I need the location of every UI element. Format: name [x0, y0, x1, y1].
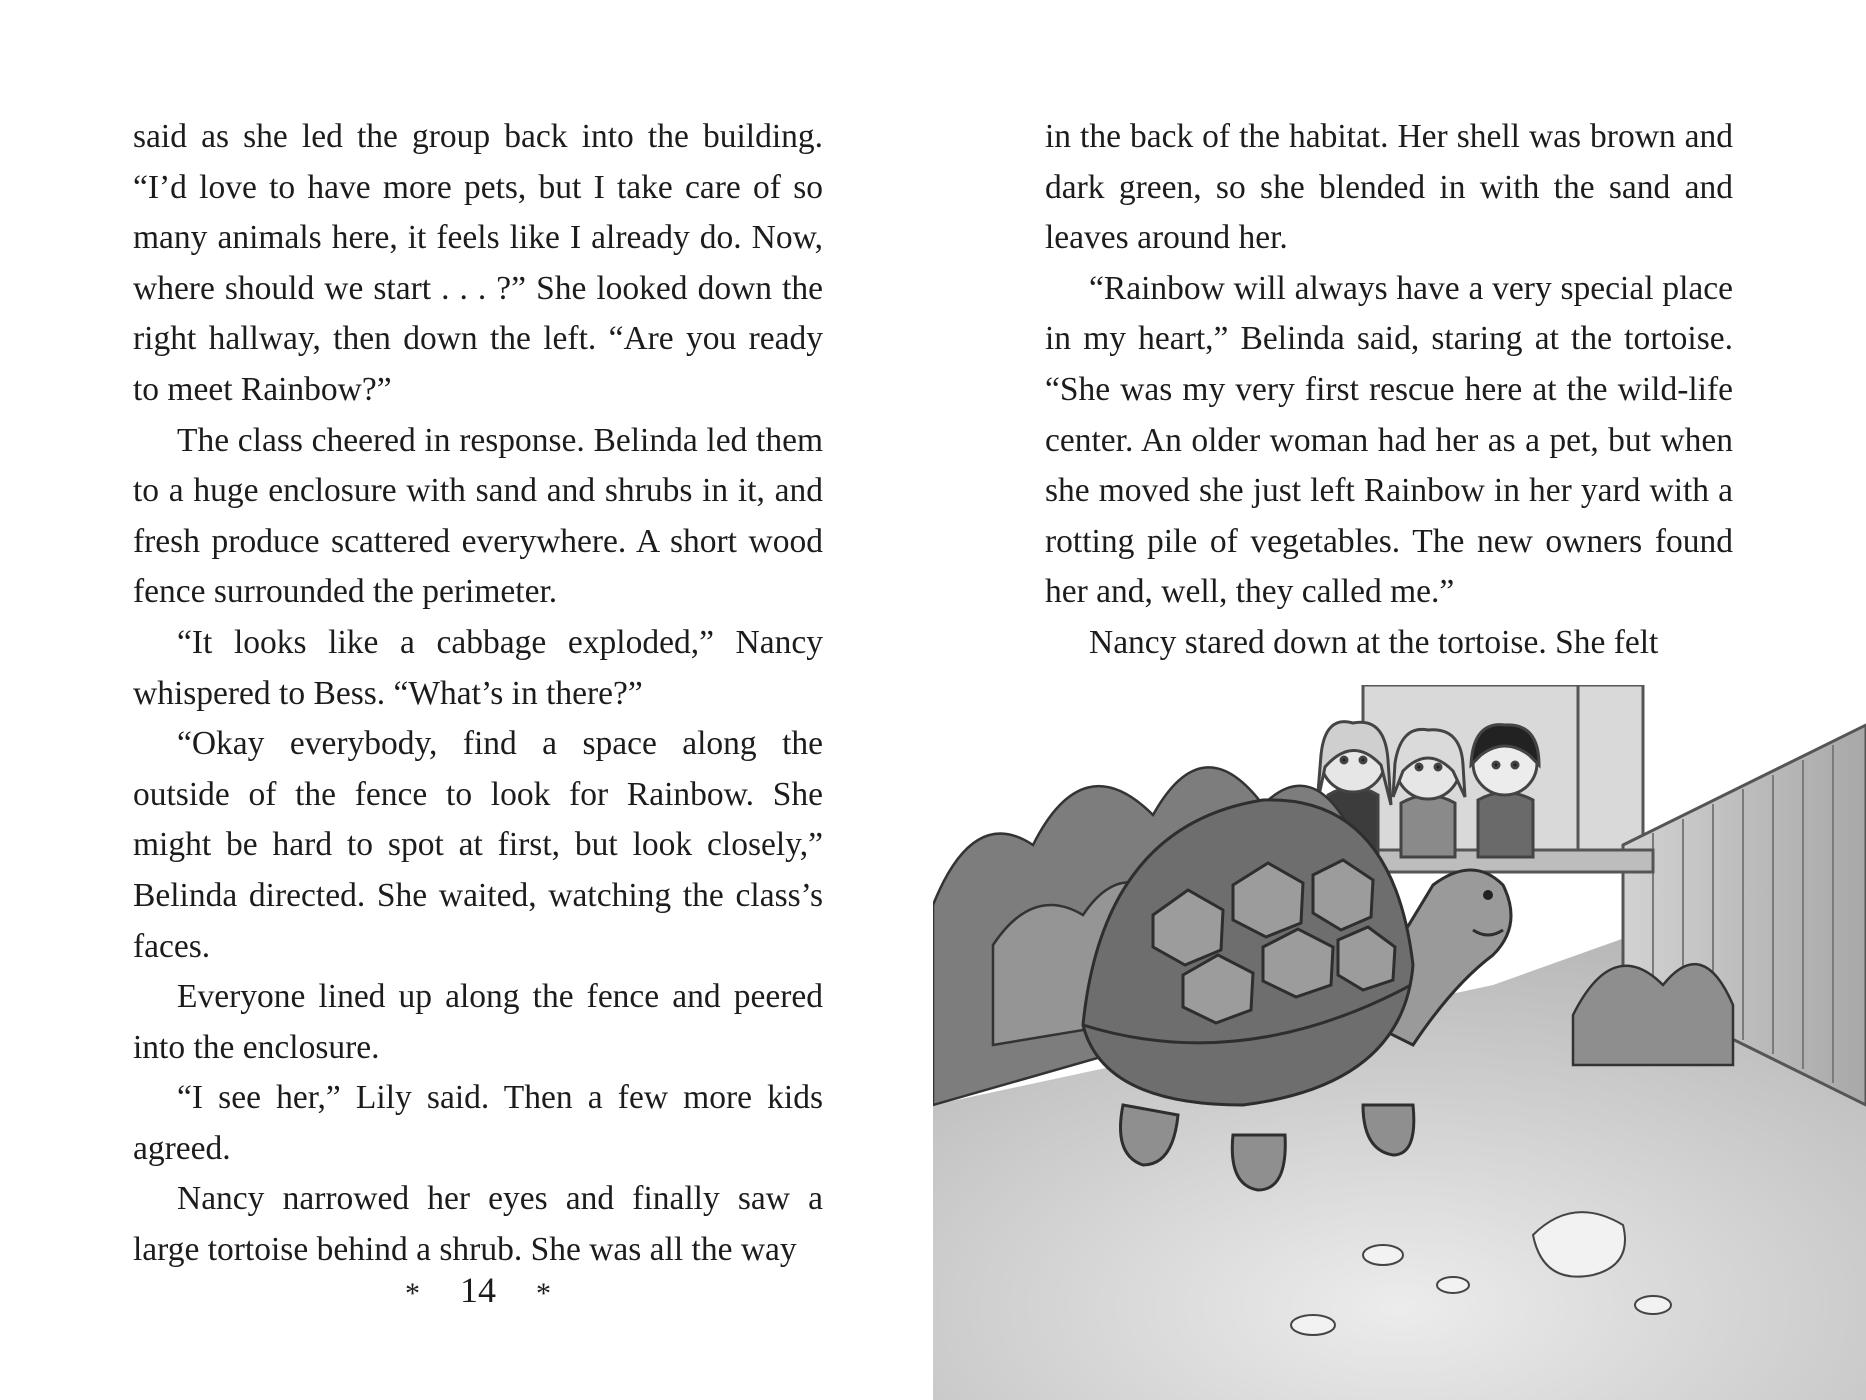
paragraph: “Okay everybody, find a space along the outside of the fence to look for Rainbow. She might be hard to spot at first, but look closely,” Belinda directed. She waited, watching the class’s faces.	[133, 725, 823, 965]
paragraph: in the back of the habitat. Her shell was brown and dark green, so she blended in with the sand and leaves around her.	[1045, 118, 1733, 257]
right-page	[933, 0, 1866, 1400]
page-number: 14	[460, 1270, 496, 1310]
left-page-text	[133, 112, 823, 1276]
paragraph: Everyone lined up along the fence and peered into the enclosure.	[133, 978, 823, 1066]
tortoise-illustration	[933, 685, 1866, 1400]
paragraph: “It looks like a cabbage exploded,” Nancy whispered to Bess. “What’s in there?”	[133, 623, 823, 712]
paragraph: Nancy stared down at the tortoise. She felt	[1089, 623, 1659, 661]
right-page-text	[1045, 112, 1733, 669]
star-ornament-icon: *	[405, 1276, 420, 1310]
page-number-footer	[133, 1270, 823, 1314]
paragraph: Nancy narrowed her eyes and finally saw a large tortoise behind a shrub. She was all the way	[133, 1180, 823, 1269]
paragraph: The class cheered in response. Belinda led them to a huge enclosure with sand and shrubs in it, and fresh produce scattered everywhere. A short wood fence surrounded the perimeter.	[133, 421, 823, 611]
paragraph: “Rainbow will always have a very special place in my heart,” Belinda said, staring at the tortoise. “She was my very first rescue here at the wild-life center. An older woman had her as a pet, but when she moved she just left Rainbow in her yard with a rotting pile of vegetables. The new owners found her and, well, they called me.”	[1045, 269, 1733, 611]
star-ornament-icon: *	[536, 1276, 551, 1310]
paragraph: said as she led the group back into the building. “I’d love to have more pets, but I take care of so many animals here, it feels like I already do. Now, where should we start . . . ?” She looked down the right hallway, then down the left. “Are you ready to meet Rainbow?”	[133, 118, 823, 408]
paragraph: “I see her,” Lily said. Then a few more kids agreed.	[133, 1079, 823, 1167]
illustration-svg	[933, 685, 1866, 1400]
